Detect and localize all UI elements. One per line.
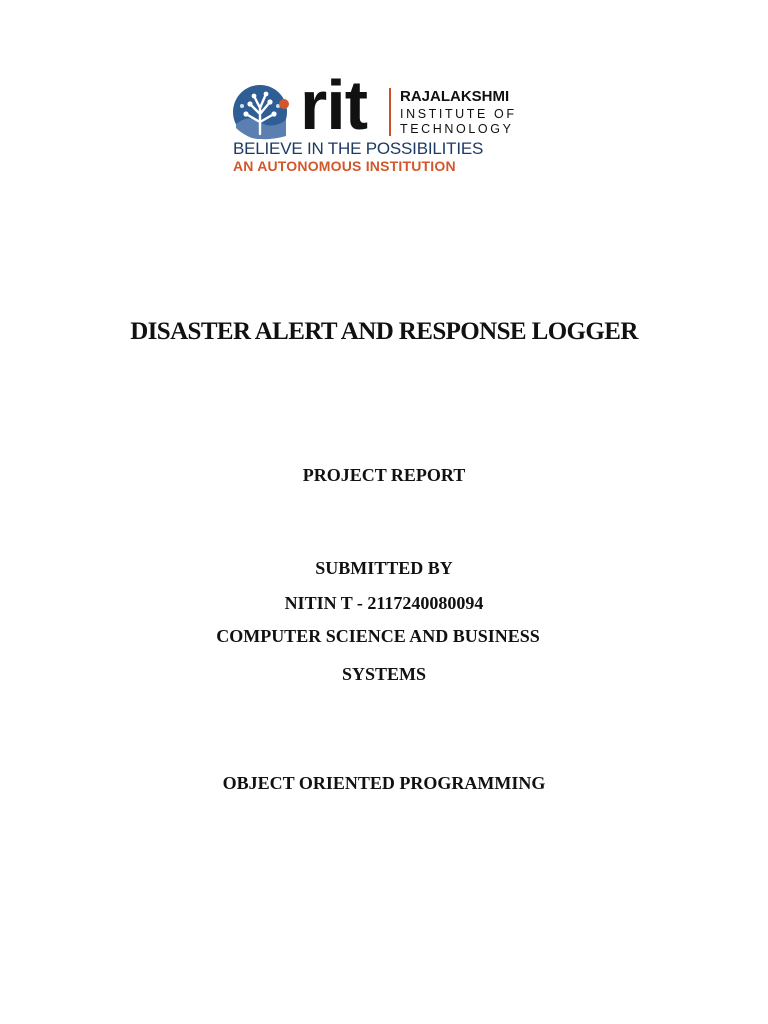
department-line-1: COMPUTER SCIENCE AND BUSINESS [216,626,540,646]
logo-institute-line: INSTITUTE OF [400,107,517,121]
logo-technology-line: TECHNOLOGY [400,122,514,136]
report-title: DISASTER ALERT AND RESPONSE LOGGER [130,318,638,345]
report-type: PROJECT REPORT [302,465,466,485]
logo-institution-name: RAJALAKSHMI [400,88,510,105]
department-line-2: SYSTEMS [341,664,427,684]
course-name: OBJECT ORIENTED PROGRAMMING [222,773,546,793]
submitted-by-label: SUBMITTED BY [315,558,453,578]
logo-tagline: BELIEVE IN THE POSSIBILITIES [233,139,484,158]
logo-divider [389,88,391,136]
logo-autonomous-label: AN AUTONOMOUS INSTITUTION [233,158,456,174]
logo-letters: rit [300,66,367,144]
institution-logo [232,66,536,176]
tree-emblem-icon [232,84,298,140]
student-name: NITIN T - 2117240080094 [284,593,484,613]
